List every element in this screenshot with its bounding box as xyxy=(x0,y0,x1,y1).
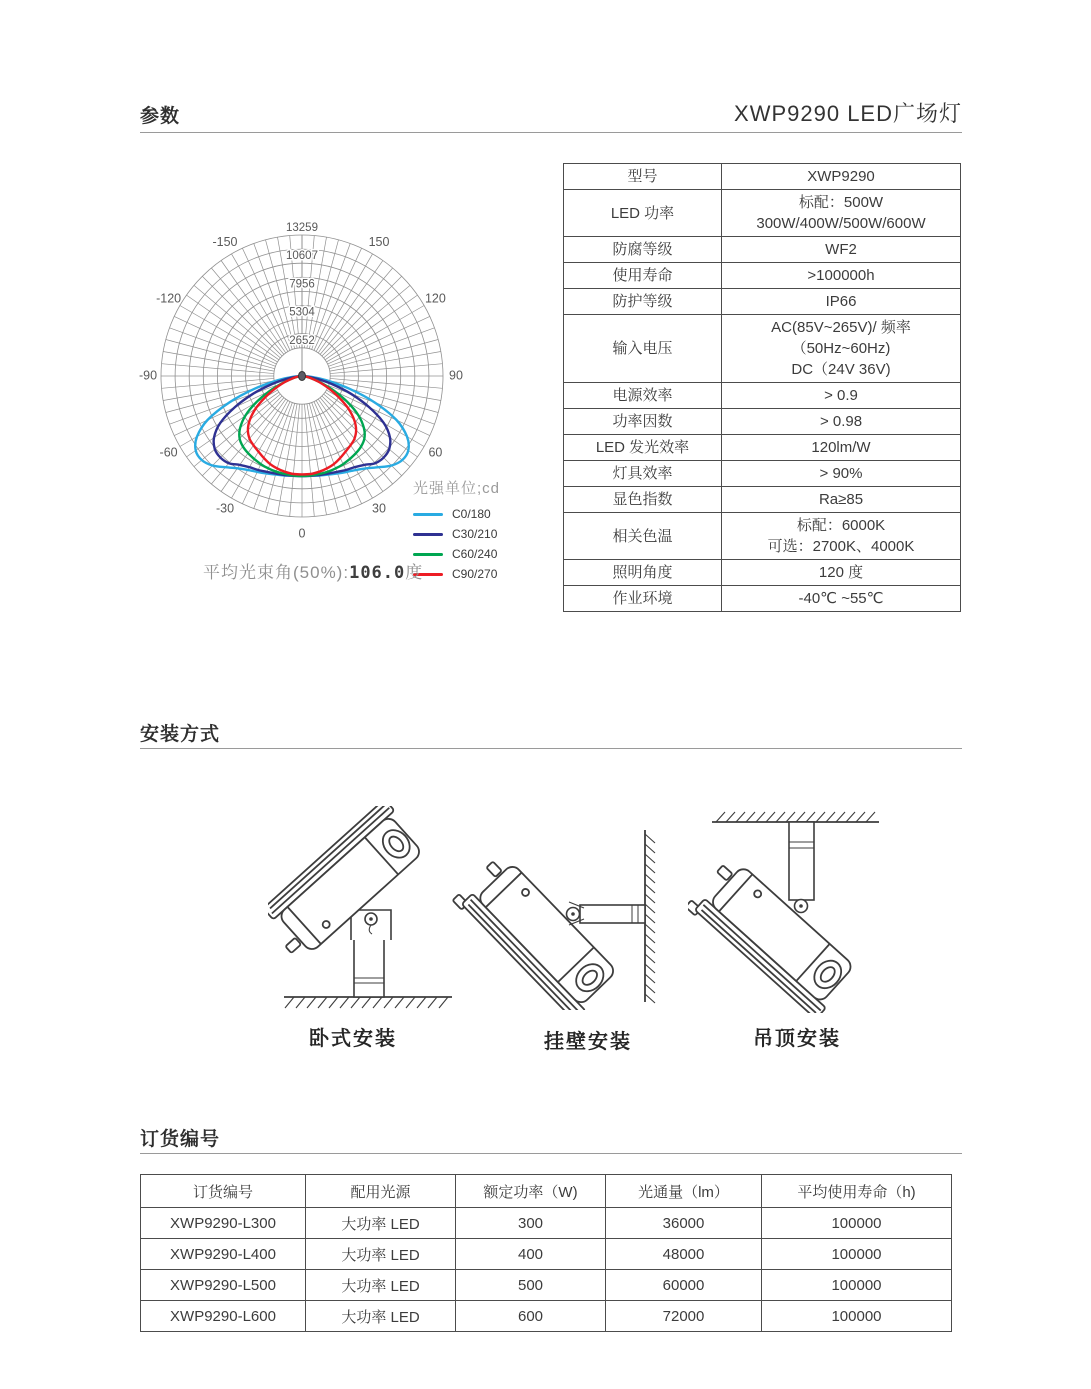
section-heading-parameters: 参数 xyxy=(140,106,181,127)
legend-line-swatch xyxy=(413,513,443,516)
ring-label: 13259 xyxy=(286,222,318,234)
angle-label: -60 xyxy=(159,445,178,460)
beam-angle-suffix: 度 xyxy=(405,563,424,582)
ring-label: 10607 xyxy=(286,250,318,263)
order-table-cell: 100000 xyxy=(762,1208,952,1239)
spec-label: LED 发光效率 xyxy=(564,435,722,460)
ring-label: 5304 xyxy=(289,306,315,319)
beam-angle-value: 106.0 xyxy=(349,563,406,583)
spec-value-line: XWP9290 xyxy=(807,168,875,185)
order-table-cell: 400 xyxy=(456,1239,606,1270)
order-table-row xyxy=(141,1239,952,1270)
order-table-header-row xyxy=(141,1175,952,1208)
mount-label-horizontal: 卧式安装 xyxy=(309,1028,397,1050)
spec-label: 灯具效率 xyxy=(564,461,722,486)
order-table xyxy=(140,1174,952,1332)
spec-row xyxy=(563,263,961,289)
spec-row xyxy=(563,560,961,586)
spec-label: 相关色温 xyxy=(564,513,722,559)
order-table-cell: XWP9290-L600 xyxy=(141,1301,306,1332)
order-table-row xyxy=(141,1208,952,1239)
spec-label: 防腐等级 xyxy=(564,237,722,262)
spec-row xyxy=(563,315,961,383)
legend-item xyxy=(413,524,533,544)
order-table-cell: 100000 xyxy=(762,1301,952,1332)
order-table-cell: 大功率 LED xyxy=(306,1301,456,1332)
ring-label: 2652 xyxy=(289,334,315,347)
order-table-cell: 36000 xyxy=(606,1208,762,1239)
spec-row xyxy=(563,383,961,409)
spec-label: 防护等级 xyxy=(564,289,722,314)
section-heading-order: 订货编号 xyxy=(140,1129,221,1150)
spec-value xyxy=(722,435,960,460)
spec-value-line: DC（24V 36V) xyxy=(791,361,891,378)
order-table-cell: 48000 xyxy=(606,1239,762,1270)
mount-label-wall: 挂壁安装 xyxy=(544,1031,632,1053)
spec-value-line: -40℃ ~55℃ xyxy=(798,590,884,607)
spec-value-line: WF2 xyxy=(825,241,857,258)
legend-item xyxy=(413,544,533,564)
legend-line-swatch xyxy=(413,533,443,536)
spec-value xyxy=(722,409,960,434)
spec-label: 作业环境 xyxy=(564,586,722,611)
spec-value-line: AC(85V~265V)/ 频率 xyxy=(771,319,911,336)
order-table-cell: 大功率 LED xyxy=(306,1270,456,1301)
spec-value xyxy=(722,237,960,262)
order-table-cell: 大功率 LED xyxy=(306,1208,456,1239)
spec-label: 照明角度 xyxy=(564,560,722,585)
spec-row xyxy=(563,487,961,513)
angle-label: -120 xyxy=(156,291,182,306)
order-table-cell: XWP9290-L500 xyxy=(141,1270,306,1301)
spec-label: 使用寿命 xyxy=(564,263,722,288)
spec-value-line: 可选：2700K、4000K xyxy=(767,538,915,555)
spec-value xyxy=(722,513,960,559)
order-table-cell: 60000 xyxy=(606,1270,762,1301)
angle-label: -30 xyxy=(215,501,235,516)
angle-label: 30 xyxy=(372,501,386,516)
spec-value xyxy=(722,289,960,314)
spec-row xyxy=(563,237,961,263)
spec-label: LED 功率 xyxy=(564,190,722,236)
spec-value xyxy=(722,263,960,288)
spec-row xyxy=(563,289,961,315)
order-col-header: 平均使用寿命（h) xyxy=(762,1175,952,1208)
angle-label: 90 xyxy=(449,368,463,383)
spec-value xyxy=(722,560,960,585)
order-table-cell: XWP9290-L400 xyxy=(141,1239,306,1270)
wall-mount-drawing xyxy=(452,818,682,1010)
spec-table xyxy=(563,163,961,612)
chart-legend xyxy=(413,477,533,584)
legend-label: C0/180 xyxy=(452,507,491,521)
order-table-cell: 600 xyxy=(456,1301,606,1332)
spec-value-line: （50Hz~60Hz) xyxy=(791,340,891,357)
legend-label: C30/210 xyxy=(452,527,498,541)
order-table-row xyxy=(141,1270,952,1301)
spec-value-line: >100000h xyxy=(807,267,875,284)
angle-label: -150 xyxy=(212,234,238,249)
spec-value-line: 120 度 xyxy=(818,564,864,581)
legend-item xyxy=(413,504,533,524)
order-col-header: 订货编号 xyxy=(141,1175,306,1208)
order-table-cell: 大功率 LED xyxy=(306,1239,456,1270)
spec-value xyxy=(722,383,960,408)
beam-angle-prefix: 平均光束角(50%): xyxy=(203,563,350,582)
order-table-cell: 500 xyxy=(456,1270,606,1301)
spec-value xyxy=(722,315,960,382)
order-col-header: 额定功率（W) xyxy=(456,1175,606,1208)
section-heading-install: 安装方式 xyxy=(140,724,221,745)
angle-label: 150 xyxy=(368,234,390,249)
spec-row xyxy=(563,409,961,435)
legend-label: C60/240 xyxy=(452,547,498,561)
order-table-row xyxy=(141,1301,952,1332)
order-table-cell: 100000 xyxy=(762,1270,952,1301)
beam-angle-note xyxy=(203,558,423,583)
spec-value xyxy=(722,586,960,611)
spec-label: 电源效率 xyxy=(564,383,722,408)
spec-value-line: > 0.98 xyxy=(819,413,863,430)
header-rule xyxy=(140,132,962,133)
spec-value-line: 标配：6000K xyxy=(796,517,886,534)
ceiling-mount-drawing xyxy=(688,806,903,1013)
order-table-cell: 100000 xyxy=(762,1239,952,1270)
spec-value-line: IP66 xyxy=(825,293,857,310)
mount-label-ceiling: 吊顶安装 xyxy=(753,1028,841,1050)
spec-label: 输入电压 xyxy=(564,315,722,382)
order-table-cell: 72000 xyxy=(606,1301,762,1332)
spec-value-line: Ra≥85 xyxy=(818,491,864,508)
ring-label: 7956 xyxy=(289,278,315,291)
spec-label: 型号 xyxy=(564,164,722,189)
install-rule xyxy=(140,748,962,749)
spec-row xyxy=(563,461,961,487)
spec-value xyxy=(722,164,960,189)
spec-row xyxy=(563,513,961,560)
legend-label: C90/270 xyxy=(452,567,498,581)
order-rule xyxy=(140,1153,962,1154)
spec-value-line: 120lm/W xyxy=(811,439,871,456)
angle-label: 120 xyxy=(424,291,446,306)
horizontal-mount-drawing xyxy=(268,806,468,1018)
spec-value xyxy=(722,487,960,512)
spec-row xyxy=(563,190,961,237)
product-title: XWP9290 LED广场灯 xyxy=(734,101,962,126)
angle-label: -90 xyxy=(138,368,158,383)
spec-row xyxy=(563,586,961,612)
spec-value-line: > 0.9 xyxy=(824,387,858,404)
order-table-cell: XWP9290-L300 xyxy=(141,1208,306,1239)
legend-title: 光强单位;cd xyxy=(413,480,501,497)
spec-label: 显色指数 xyxy=(564,487,722,512)
spec-value-line: 300W/400W/500W/600W xyxy=(756,215,926,232)
spec-value-line: > 90% xyxy=(819,465,863,482)
legend-line-swatch xyxy=(413,553,443,556)
spec-label: 功率因数 xyxy=(564,409,722,434)
order-col-header: 光通量（lm） xyxy=(606,1175,762,1208)
spec-value-line: 标配：500W xyxy=(798,194,884,211)
order-col-header: 配用光源 xyxy=(306,1175,456,1208)
angle-label: 0 xyxy=(298,526,306,541)
angle-label: 60 xyxy=(428,445,443,460)
legend-item xyxy=(413,564,533,584)
spec-value xyxy=(722,461,960,486)
spec-row xyxy=(563,435,961,461)
spec-row xyxy=(563,164,961,190)
spec-value xyxy=(722,190,960,236)
order-table-cell: 300 xyxy=(456,1208,606,1239)
